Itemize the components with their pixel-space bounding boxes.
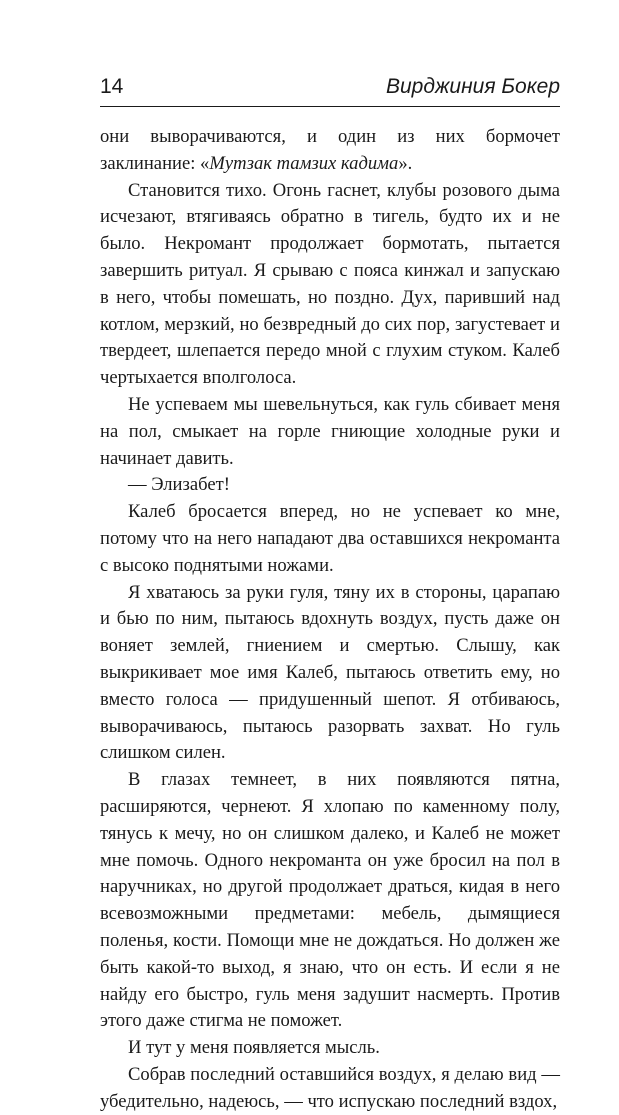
paragraph-text: они выворачиваются, и один из них бормочет заклинание: « [100, 126, 560, 174]
paragraph: В глазах темнеет, в них появляются пятна, расширяются, чернеют. Я хлопаю по каменному полу, тянусь к мечу, но он слишком далеко, и Калеб не может мне помочь. Одного некроманта он уже бросил на пол в наручниках, но другой продолжает драться, кидая в него всевозможными предметами: мебель, дымящиеся поленья, кости. Помощи мне не дождаться. Но должен же быть какой-то выход, я знаю, что он есть. И если я не найду его быстро, гуль меня задушит насмерть. Против этого даже стигма не поможет. [100, 769, 560, 1032]
dialogue-line: — Элизабет! [128, 474, 230, 496]
paragraph: Становится тихо. Огонь гаснет, клубы розового дыма исчезают, втягиваясь обратно в тигель, будто их и не было. Некромант продолжает бормотать, пытается завершить ритуал. Я срываю с пояса кинжал и запускаю в него, чтобы помешать, но поздно. Дух, паривший над котлом, мерзкий, но безвредный до сих пор, загустевает и твердеет, шлепается передо мной с глухим стуком. Калеб чертыхается вполголоса. [100, 179, 560, 389]
paragraph: И тут у меня появляется мысль. [128, 1037, 380, 1059]
running-head-author: Вирджиния Бокер [385, 75, 560, 98]
paragraph: Я хватаюсь за руки гуля, тяну их в стороны, царапаю и бью по ним, пытаюсь вдохнуть воздух, пусть даже он воняет землей, гниением и смертью. Слышу, как выкрикивает мое имя Калеб, пытаюсь ответить ему, но вместо голоса — придушенный шепот. Я отбиваюсь, выворачиваюсь, пытаюсь разорвать захват. Но гуль слишком силен. [100, 581, 560, 764]
body-text [100, 124, 560, 1115]
incantation: Мутзак тамзих кадима [209, 152, 399, 174]
page-number: 14 [100, 75, 124, 98]
paragraph: Калеб бросается вперед, но не успевает ко мне, потому что на него нападают два оставшихся некроманта с высоко поднятыми ножами. [100, 501, 560, 576]
header-rule [100, 106, 560, 107]
page-header [100, 74, 560, 100]
paragraph: Не успеваем мы шевельнуться, как гуль сбивает меня на пол, смыкает на горле гниющие холодные руки и начинает давить. [100, 393, 560, 469]
paragraph [100, 124, 560, 178]
paragraph-text-end: ». [398, 152, 413, 174]
book-page [100, 74, 560, 1115]
paragraph: Собрав последний оставшийся воздух, я делаю вид — убедительно, надеюсь, — что испускаю последний вздох, [100, 1063, 560, 1112]
